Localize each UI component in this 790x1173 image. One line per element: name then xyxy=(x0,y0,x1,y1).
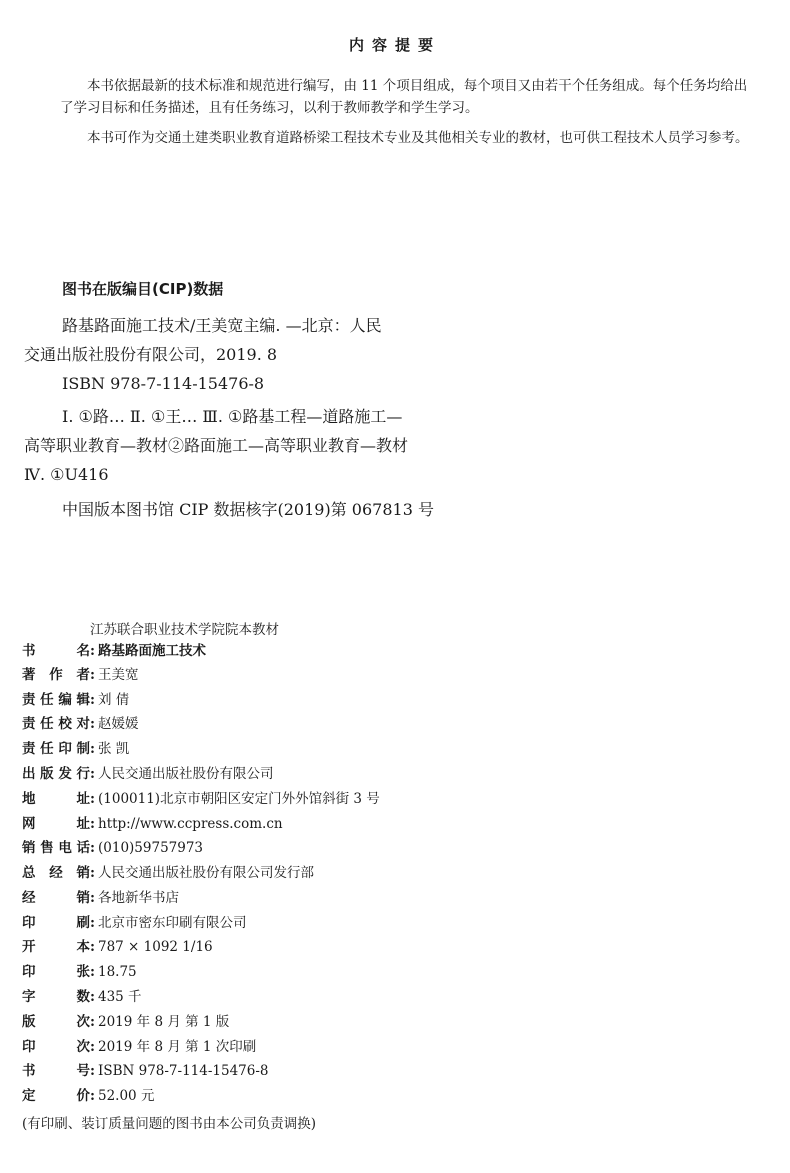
imprint-label: 网址 xyxy=(22,816,90,832)
imprint-value: 2019 年 8 月 第 1 版 xyxy=(98,1014,230,1030)
imprint-value: 张 凯 xyxy=(98,741,130,757)
imprint-label: 印张 xyxy=(22,964,90,980)
imprint-row-print-manager: 责任印制: 张 凯 xyxy=(22,741,130,757)
imprint-label: 销售电话 xyxy=(22,840,90,856)
imprint-row-author: 著作者: 王美宽 xyxy=(22,667,139,683)
imprint-label: 字数 xyxy=(22,989,90,1005)
cip-line: 高等职业教育—教材②路面施工—高等职业教育—教材 xyxy=(24,436,409,455)
imprint-value: http://www.ccpress.com.cn xyxy=(98,816,283,832)
imprint-header: 江苏联合职业技术学院院本教材 xyxy=(90,622,279,638)
imprint-label: 著作者 xyxy=(22,667,90,683)
imprint-row-title: 书名: 路基路面施工技术 xyxy=(22,643,206,659)
cip-line: 中国版本图书馆 CIP 数据核字(2019)第 067813 号 xyxy=(62,500,434,519)
imprint-value: 18.75 xyxy=(98,964,137,980)
imprint-note: (有印刷、装订质量问题的图书由本公司负责调换) xyxy=(22,1116,317,1132)
imprint-row-printer: 印刷: 北京市密东印刷有限公司 xyxy=(22,915,247,931)
imprint-value: (010)59757973 xyxy=(98,840,204,856)
imprint-label: 定价 xyxy=(22,1088,90,1104)
imprint-row-editor: 责任编辑: 刘 倩 xyxy=(22,692,130,708)
imprint-label: 责任校对 xyxy=(22,716,90,732)
imprint-row-format: 开本: 787 × 1092 1/16 xyxy=(22,939,213,955)
imprint-label: 版次 xyxy=(22,1014,90,1030)
imprint-value: 435 千 xyxy=(98,989,142,1005)
imprint-value: 王美宽 xyxy=(98,667,139,683)
imprint-row-edition: 版次: 2019 年 8 月 第 1 版 xyxy=(22,1014,230,1030)
imprint-value: ISBN 978-7-114-15476-8 xyxy=(98,1063,269,1079)
imprint-value: 路基路面施工技术 xyxy=(98,643,206,659)
imprint-label: 地址 xyxy=(22,791,90,807)
cip-heading: 图书在版编目(CIP)数据 xyxy=(62,280,224,298)
summary-title: 内容提要 xyxy=(348,36,441,54)
imprint-row-proofreader: 责任校对: 赵媛媛 xyxy=(22,716,139,732)
imprint-value: 787 × 1092 1/16 xyxy=(98,939,213,955)
summary-paragraph-2: 本书可作为交通土建类职业教育道路桥梁工程技术专业及其他相关专业的教材，也可供工程技术人员学习参考。 xyxy=(87,130,749,146)
imprint-row-publisher: 出版发行: 人民交通出版社股份有限公司 xyxy=(22,766,274,782)
imprint-value: 52.00 元 xyxy=(98,1088,155,1104)
imprint-label: 总经销 xyxy=(22,865,90,881)
cip-line: ISBN 978-7-114-15476-8 xyxy=(62,374,265,393)
imprint-value: 2019 年 8 月 第 1 次印刷 xyxy=(98,1039,257,1055)
imprint-row-impression: 印次: 2019 年 8 月 第 1 次印刷 xyxy=(22,1039,257,1055)
imprint-row-general-distributor: 总经销: 人民交通出版社股份有限公司发行部 xyxy=(22,865,314,881)
imprint-value: 刘 倩 xyxy=(98,692,130,708)
imprint-label: 书名 xyxy=(22,643,90,659)
imprint-label: 责任编辑 xyxy=(22,692,90,708)
imprint-row-isbn: 书号: ISBN 978-7-114-15476-8 xyxy=(22,1063,269,1079)
imprint-value: 人民交通出版社股份有限公司 xyxy=(98,766,274,782)
imprint-row-distributor: 经销: 各地新华书店 xyxy=(22,890,179,906)
summary-paragraph-1: 本书依据最新的技术标准和规范进行编写，由 11 个项目组成，每个项目又由若干个任务组成。每个任务均给出了学习目标和任务描述，且有任务练习，以利于教师教学和学生学习。 xyxy=(60,78,748,116)
imprint-label: 书号 xyxy=(22,1063,90,1079)
cip-line: 交通出版社股份有限公司，2019. 8 xyxy=(24,345,278,364)
imprint-value: 人民交通出版社股份有限公司发行部 xyxy=(98,865,314,881)
imprint-label: 经销 xyxy=(22,890,90,906)
imprint-value: 各地新华书店 xyxy=(98,890,179,906)
imprint-value: (100011)北京市朝阳区安定门外外馆斜街 3 号 xyxy=(98,791,380,807)
imprint-row-word-count: 字数: 435 千 xyxy=(22,989,142,1005)
cip-line: 路基路面施工技术/王美宽主编. —北京：人民 xyxy=(62,316,382,335)
imprint-label: 责任印制 xyxy=(22,741,90,757)
imprint-row-address: 地址: (100011)北京市朝阳区安定门外外馆斜街 3 号 xyxy=(22,791,380,807)
imprint-value: 赵媛媛 xyxy=(98,716,139,732)
imprint-row-website: 网址: http://www.ccpress.com.cn xyxy=(22,816,283,832)
cip-line: Ⅰ. ①路… Ⅱ. ①王… Ⅲ. ①路基工程—道路施工— xyxy=(62,407,403,426)
imprint-label: 出版发行 xyxy=(22,766,90,782)
imprint-row-price: 定价: 52.00 元 xyxy=(22,1088,155,1104)
imprint-value: 北京市密东印刷有限公司 xyxy=(98,915,247,931)
imprint-label: 印次 xyxy=(22,1039,90,1055)
cip-line: Ⅳ. ①U416 xyxy=(24,465,109,484)
imprint-label: 开本 xyxy=(22,939,90,955)
imprint-row-sheets: 印张: 18.75 xyxy=(22,964,137,980)
imprint-row-sales-phone: 销售电话: (010)59757973 xyxy=(22,840,204,856)
imprint-label: 印刷 xyxy=(22,915,90,931)
